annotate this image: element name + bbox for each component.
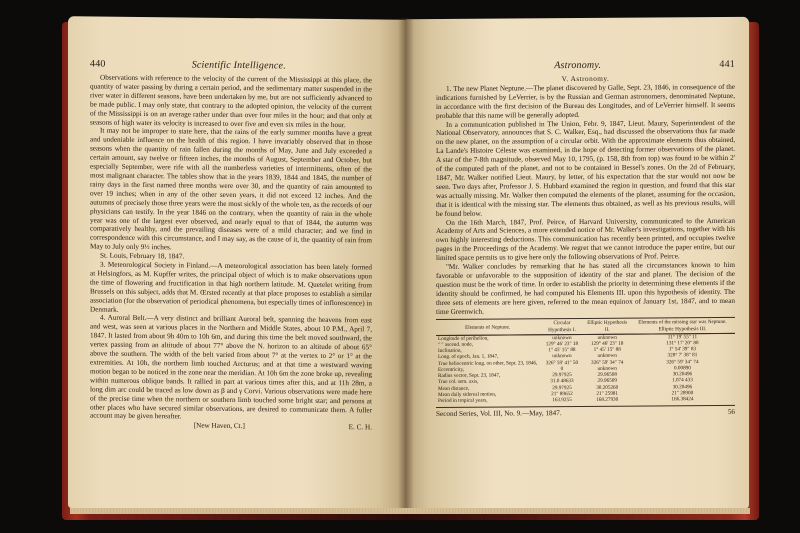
table-cell: 21" 89652 xyxy=(551,390,573,397)
table-cell: Long. of epoch, Jan. 1, 1847, xyxy=(438,354,499,361)
open-book xyxy=(62,18,759,523)
table-body xyxy=(436,333,735,404)
table-cell: 30.205260 xyxy=(596,384,619,391)
table-cell: unknown xyxy=(552,353,572,360)
dateline: St. Louis, February 18, 1847. xyxy=(100,251,185,261)
left-page xyxy=(68,16,406,512)
table-cell: 31.0 48633 xyxy=(550,378,574,385)
table-cell: 1° 54' 39" 83 xyxy=(668,346,697,353)
table-cell: True heliocentric long. on other, Sept. 23, 1846, xyxy=(438,359,538,367)
table-cell: 131° 17' 20" 88 xyxy=(666,340,699,347)
table-cell: Mean daily sidereal motion, xyxy=(438,391,497,398)
table-cell: 1° 45' 15" 88 xyxy=(548,347,576,354)
table-cell: 326° 59' 34" 74 xyxy=(666,358,699,366)
paragraph: It may not be improper to state here, that the rains of the early summer months have a great and undeniable influence on the health of this region. I have invariably observed that in those seasons when the quantity of rain fallen during the months of May, June and July exceeded a certain amount, say twelve or fifteen inches, the months of August, September and October, but especially September, were rife with all the numberless varieties of intermittents, often of the most malignant character. The tables show that in the years 1839, 1844 and 1845, the number of rainy days in the first named three months were over 30, and the quantity of rain amounted to over 19 inches; when in any of the other seven years, it did not exceed 12 inches. And the autumns of precisely those three years were the most sickly of the whole ten, as the records of our physicians can testify. In the year 1846 on the contrary, when the quantity of rain in the whole year was one of the largest ever observed, and nearly equal to that of 1844, the autumn was comparatively healthy, and the prevailing diseases were of a mild character; and we find in correspondence with this circumstance, and I may say, as the cause of it, the quantity of rain from May to July only 9½ inches. xyxy=(90,127,372,252)
paragraph: On the 16th March, 1847, Prof. Peirce, of Harvard University, communicated to the American Academy of Arts and Sciences, a more extended notice of Mr. Walker's investigations, together with his own highly interesting deductions. This communication has recently been printed, and occupies twelve pages in the Proceedings of the Academy. We regret that we cannot introduce the paper entire, but our limited space permits us to give here only the following observations of Prof. Peirce. xyxy=(436,216,735,263)
signature-place: [New Haven, Ct.] xyxy=(193,421,245,431)
section-heading: V. Astronomy. xyxy=(561,74,610,84)
elements-table xyxy=(436,317,735,404)
table-cell: 29.96508 xyxy=(597,371,617,378)
table-cell: unknown xyxy=(597,365,617,372)
paragraph: 1. The new Planet Neptune.—The planet discovered by Galle, Sept. 23, 1846, in consequence of the indications furnished by LeVerrier, is by the Russian and German astronomers, denominated Neptune, in accordance with the first decision of the Bureau des Longitudes, and of LeVerrier himself. It seems probable that this name will be generally adopted. xyxy=(436,82,735,120)
table-cell: 21" 28900 xyxy=(671,389,694,397)
table-cell: 328° 7' 38" 81 xyxy=(667,352,698,359)
book-gutter xyxy=(398,18,414,514)
table-cell: 168.27930 xyxy=(596,396,619,403)
table-cell: Longitude of perihelion, xyxy=(438,335,489,342)
table-cell: 11° 19' 55" 11 xyxy=(667,334,698,341)
table-cell: 29.97925 xyxy=(552,384,572,391)
table-row xyxy=(436,396,735,404)
right-page-body xyxy=(436,74,735,317)
table-cell: Radius vector, Sept. 23, 1847, xyxy=(438,372,501,380)
table-cell: unknown xyxy=(597,353,617,360)
page-edges xyxy=(70,508,750,514)
table-cell: unknown xyxy=(552,334,572,342)
paragraph: In a communication published in The Union, Febr. 9, 1847, Lieut. Maury, Superintendent of the National Observatory, announces that S. C. Walker, Esq., had discussed the observations thus far made on the new planet, on the assumption of a circular orbit. With the approximate elements thus obtained, La Lande's Histoire Céleste was examined, in the hope of detecting former observations of the planet. A star of the 7-8th magnitude, observed May 10, 1795, (p. 158, 8th from top) was found to be within 2' of the computed path of the planet, and not to be contained in Bessel's zones. On the 2d of February, 1847, Mr. Walker notified Lieut. Maury, by letter, of his expectation that the star would not now be seen. Two days after, Professor J. S. Hubbard examined the region in question, and found that this star was actually missing. Mr. Walker then computed the elements of the planet, assuming for the occasion, that it is identical with the missing star. The elements thus obtained, as well as his previous results, will be found below. xyxy=(436,118,735,218)
signature-line xyxy=(90,421,372,433)
footer-series: Second Series, Vol. III, No. 9.—May, 1847. xyxy=(436,409,562,419)
table-cell: 29.96509 xyxy=(597,378,617,385)
table-cell: 1° 45' 15" 88 xyxy=(593,346,621,354)
right-page-number: 441 xyxy=(719,58,735,71)
table-cell: Inclination, xyxy=(438,348,462,355)
table-cell: 30.20496 xyxy=(672,371,693,378)
table-cell: 166.38424 xyxy=(671,396,694,403)
table-cell: Mean distance, xyxy=(438,385,470,392)
left-page-body xyxy=(90,73,372,432)
table-cell: 21" 25981 xyxy=(596,390,618,397)
table-cell: 163.9255 xyxy=(552,396,572,404)
table-cell: 1.074 433 xyxy=(672,377,693,384)
right-running-title: Astronomy. xyxy=(554,59,602,72)
left-page-number: 440 xyxy=(90,58,106,70)
left-running-title: Scientific Intelligence. xyxy=(191,59,286,72)
table-cell: 129° 46' 23" 18 xyxy=(591,340,624,347)
table-cell: 30.20496 xyxy=(672,383,693,390)
table-cell: 326° 59' 34" 74 xyxy=(591,359,624,366)
left-page-header xyxy=(90,58,372,72)
paragraph: 3. Meteorological Society in Finland.—A meteorological association has been lately formed at Helsingfors, as M. Kupffer writes, the principal object of which is to make observations upon the time of flowering and fructification in that high northern latitude. M. Quetelet writing from Brussels on this subject, adds that M. Œrsted recently at that place proposes to establish a similar association (for the observation of periodical phenomena, but especially times of inflorescence) in Denmark. xyxy=(90,260,373,314)
table-header: Elements of Neptune. xyxy=(436,319,539,335)
paragraph: "Mr. Walker concludes by remarking that he has stated all the circumstances known to him favorable or unfavorable to the supposition of identity of the star and planet. The decision of the question must be the work of time. In order to establish the priority in determining these elements if the identity should be confirmed, he had computed his Elements III. upon this hypothesis of identity. The three sets of elements are here given, referred to the mean equinox of January 1st, 1847, and to mean time Greenwich. xyxy=(436,260,735,316)
right-page xyxy=(406,17,749,511)
table-cell: True col. sem. axis, xyxy=(438,378,479,386)
right-page-header xyxy=(436,59,735,72)
paragraph: 4. Auroral Belt.—A very distinct and brilliant Auroral belt, spanning the heavens from east and west, was seen at various places in the Northern and Middle States, about 10 P.M., April 7, 1847. It lasted from about 9h 40m to 10h 6m, and during this time the belt moved southward, the vertex passing from an altitude of about 77° above the N. horizon to an altitude of about 65° above the southern. The width of the belt varied from about 7° at the vertex to 2° or 1° at the extremities. At 10h, the northern limb touched Arcturus; and at that time a westward waving motion began to be noticed in the zone near the meridian. At 10h 6m the zone broke up, revealing within numerous oblique bands. It rallied in part at various times after this, and at 11h 28m, a long dim arc could be traced as low down as β and γ Corvi. Various observations were made here of the precise time when the northern or southern limb touched some bright star; and persons at other places who have secured similar observations, are desired to communicate them. A fuller account may be given hereafter. xyxy=(90,314,372,421)
table-header: Elements of the missing star was Neptune. Elliptic Hypothesis III. xyxy=(630,318,735,334)
table-cell: Period in tropical years, xyxy=(438,397,488,404)
table-cell: 29.97925 xyxy=(552,372,572,379)
table-cell: Eccentricity, xyxy=(438,366,465,373)
table-cell: 0.00890 xyxy=(673,365,691,372)
table-cell: 0 xyxy=(560,365,564,373)
table-cell: unknown xyxy=(597,334,617,341)
paragraph: Observations with reference to the velocity of the current of the Mississippi at this place, the quantity of water passing by during a certain period, and the sedimentary matter suspended in the river water in different seasons, have been undertaken by me, but are not sufficiently advanced to be made public. I may only state, that contrary to the adopted opinion, the velocity of the current of the Mississippi is on an average rather under than over four miles in the hour; and that only at seasons of high water its velocity is increased to over five and even six miles in the hour. xyxy=(90,73,372,129)
table-header: Elliptic Hypothesis II. xyxy=(585,319,630,335)
table-header: Circular Hypothesis I. xyxy=(539,319,584,335)
page-footer xyxy=(436,405,735,418)
table-cell: 326° 59' 41" 50 xyxy=(545,359,579,366)
signature-initials: E. C. H. xyxy=(348,423,372,432)
table-cell: " " ascend. node, xyxy=(438,341,473,349)
table-cell: 129° 46' 23" 18 xyxy=(545,341,579,348)
footer-signature: 56 xyxy=(727,408,735,417)
